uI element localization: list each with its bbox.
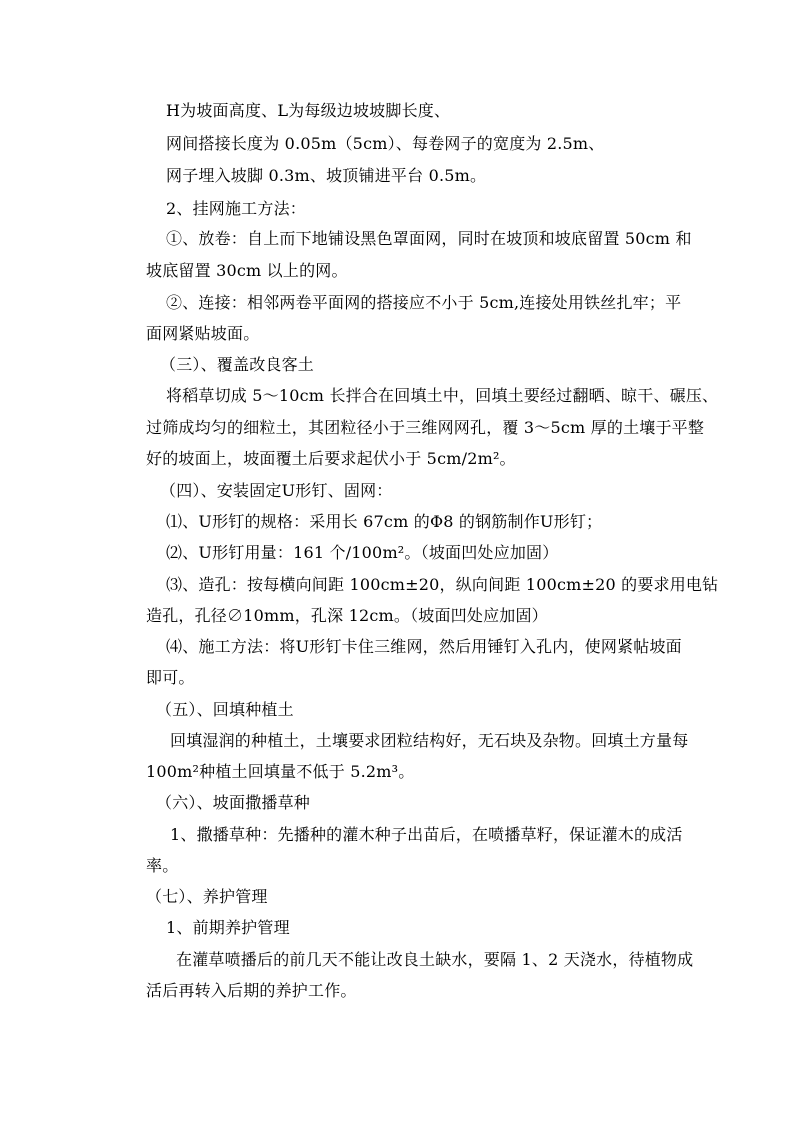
section-heading: （四）、安装固定U形钉、固网： [160, 481, 393, 500]
text-line: ⑶、造孔：按每横向间距 100cm±20，纵向间距 100cm±20 的要求用电钻 [166, 575, 719, 594]
text-line: 回填湿润的种植土，土壤要求团粒结构好，无石块及杂物。回填土方量每 [170, 731, 689, 750]
section-heading: （五）、回填种植土 [156, 700, 294, 719]
text-line: H为坡面高度、L为每级边坡坡脚长度、 [166, 101, 451, 120]
section-heading: （七）、养护管理 [146, 887, 268, 906]
text-line: 活后再转入后期的养护工作。 [146, 981, 357, 1000]
text-line: 好的坡面上，坡面覆土后要求起伏小于 5cm/2m²。 [146, 449, 516, 468]
text-line: 过筛成均匀的细粒土，其团粒径小于三维网网孔，覆 3～5cm 厚的土壤于平整 [146, 418, 705, 437]
text-line: 网间搭接长度为 0.05m（5cm）、每卷网子的宽度为 2.5m、 [166, 134, 605, 153]
text-line: 将稻草切成 5～10cm 长拌合在回填土中，回填土要经过翻晒、晾干、碾压、 [166, 386, 719, 405]
text-line: ⑷、施工方法：将U形钉卡住三维网，然后用锤钉入孔内，使网紧帖坡面 [166, 637, 682, 656]
text-line: 面网紧贴坡面。 [146, 324, 260, 343]
text-line: 100m²种植土回填量不低于 5.2m³。 [146, 762, 415, 781]
section-heading: （三）、覆盖改良客土 [160, 355, 315, 374]
text-line: ⑴、U形钉的规格：采用长 67cm 的Φ8 的钢筋制作U形钉； [166, 512, 603, 531]
text-line: 造孔，孔径∅10mm，孔深 12cm。（坡面凹处应加固） [146, 606, 548, 625]
text-line: ①、放卷：自上而下地铺设黑色罩面网，同时在坡顶和坡底留置 50cm 和 [166, 229, 692, 248]
text-line: 即可。 [146, 668, 195, 687]
section-heading: （六）、坡面撒播草种 [156, 793, 311, 812]
text-line: 坡底留置 30cm 以上的网。 [146, 261, 348, 280]
text-line: 在灌草喷播后的前几天不能让改良土缺水，要隔 1、2 天浇水，待植物成 [176, 950, 694, 969]
text-line: 网子埋入坡脚 0.3m、坡顶铺进平台 0.5m。 [166, 166, 487, 185]
text-line: ⑵、U形钉用量：161 个/100m²。（坡面凹处应加固） [166, 543, 559, 562]
text-line: ②、连接：相邻两卷平面网的搭接应不小于 5cm,连接处用铁丝扎牢；平 [166, 293, 682, 312]
section-heading: 2、挂网施工方法： [166, 199, 306, 218]
text-line: 1、撒播草种：先播种的灌木种子出苗后，在喷播草籽，保证灌木的成活 [170, 825, 683, 844]
section-heading: 1、前期养护管理 [166, 918, 290, 937]
text-line: 率。 [146, 856, 179, 875]
